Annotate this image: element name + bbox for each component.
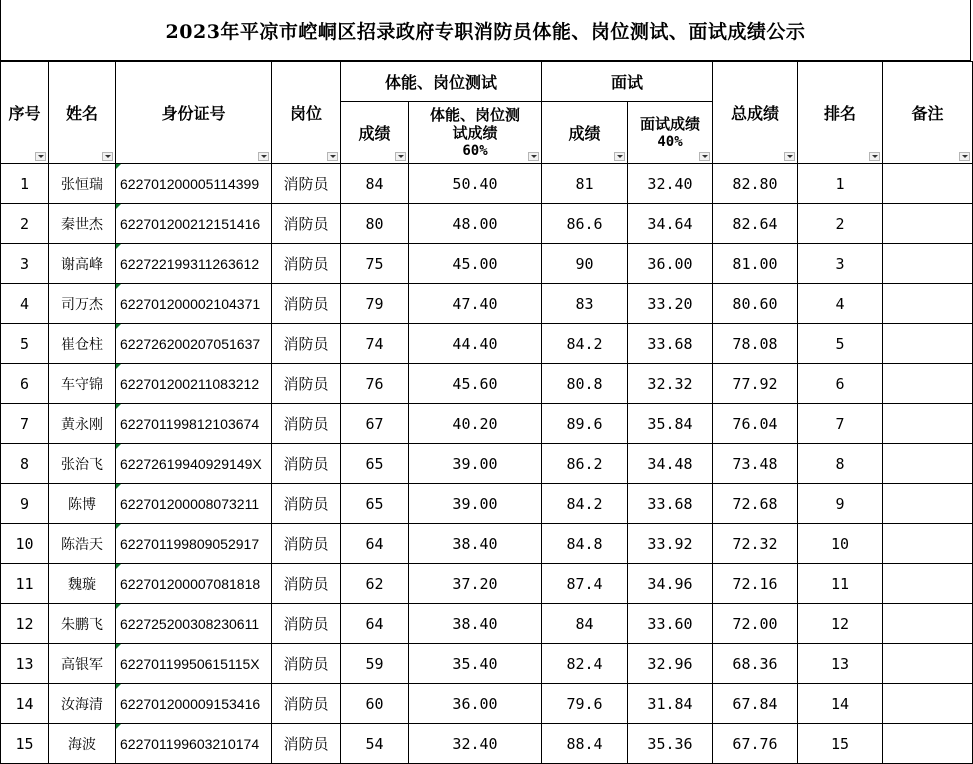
cell-seq[interactable]: 1 [1, 164, 49, 204]
cell-test-score[interactable]: 54 [341, 724, 409, 764]
cell-position[interactable]: 消防员 [272, 684, 341, 724]
cell-id-number[interactable]: 622725200308230611 [116, 604, 272, 644]
cell-test-weighted[interactable]: 38.40 [409, 524, 542, 564]
table-row [1, 524, 973, 564]
cell-interview-score[interactable]: 82.4 [542, 644, 628, 684]
cell-test-weighted[interactable]: 44.40 [409, 324, 542, 364]
cell-rank[interactable]: 14 [798, 684, 883, 724]
cell-rank[interactable]: 10 [798, 524, 883, 564]
cell-seq[interactable]: 2 [1, 204, 49, 244]
cell-position[interactable]: 消防员 [272, 724, 341, 764]
cell-id-number[interactable]: 622701199812103674 [116, 404, 272, 444]
cell-name[interactable]: 魏璇 [49, 564, 116, 604]
table-row [1, 404, 973, 444]
table-row [1, 684, 973, 724]
cell-total[interactable]: 76.04 [713, 404, 798, 444]
cell-total[interactable]: 82.80 [713, 164, 798, 204]
page-title: 2023年平凉市崆峒区招录政府专职消防员体能、岗位测试、面试成绩公示 [165, 20, 806, 43]
cell-interview-weighted[interactable]: 34.48 [628, 444, 713, 484]
cell-remark[interactable] [883, 204, 973, 244]
cell-interview-weighted[interactable]: 33.60 [628, 604, 713, 644]
cell-total[interactable]: 68.36 [713, 644, 798, 684]
cell-id-number[interactable]: 62270119950615115X [116, 644, 272, 684]
header-interview-group: 面试 [542, 62, 713, 102]
cell-interview-score[interactable]: 89.6 [542, 404, 628, 444]
cell-interview-score[interactable]: 79.6 [542, 684, 628, 724]
header-interview-score[interactable]: 成绩 [542, 102, 628, 164]
cell-position[interactable]: 消防员 [272, 244, 341, 284]
cell-interview-weighted[interactable]: 34.64 [628, 204, 713, 244]
cell-test-weighted[interactable]: 39.00 [409, 484, 542, 524]
cell-interview-weighted[interactable]: 36.00 [628, 244, 713, 284]
cell-interview-score[interactable]: 86.2 [542, 444, 628, 484]
header-test-weighted[interactable]: 体能、岗位测 试成绩 60% [409, 102, 542, 164]
cell-position[interactable]: 消防员 [272, 404, 341, 444]
cell-interview-score[interactable]: 80.8 [542, 364, 628, 404]
cell-total[interactable]: 67.76 [713, 724, 798, 764]
filter-dropdown-icon[interactable] [869, 152, 880, 161]
cell-id-number[interactable]: 622701200005114399 [116, 164, 272, 204]
cell-id-number[interactable]: 622722199311263612 [116, 244, 272, 284]
cell-test-weighted[interactable]: 48.00 [409, 204, 542, 244]
cell-rank[interactable]: 4 [798, 284, 883, 324]
cell-remark[interactable] [883, 564, 973, 604]
cell-rank[interactable]: 13 [798, 644, 883, 684]
header-test-score[interactable]: 成绩 [341, 102, 409, 164]
cell-name[interactable]: 朱鹏飞 [49, 604, 116, 644]
cell-interview-score[interactable]: 84.2 [542, 484, 628, 524]
cell-interview-weighted[interactable]: 35.84 [628, 404, 713, 444]
cell-test-score[interactable]: 84 [341, 164, 409, 204]
filter-dropdown-icon[interactable] [258, 152, 269, 161]
title-row [0, 0, 971, 61]
cell-interview-weighted[interactable]: 35.36 [628, 724, 713, 764]
header-position[interactable]: 岗位 [272, 62, 341, 164]
header-rank[interactable]: 排名 [798, 62, 883, 164]
cell-test-score[interactable]: 64 [341, 604, 409, 644]
cell-test-weighted[interactable]: 37.20 [409, 564, 542, 604]
header-interview-weighted[interactable]: 面试成绩 40% [628, 102, 713, 164]
table-row [1, 644, 973, 684]
cell-remark[interactable] [883, 484, 973, 524]
cell-name[interactable]: 海波 [49, 724, 116, 764]
cell-test-score[interactable]: 65 [341, 484, 409, 524]
cell-interview-score[interactable]: 84.2 [542, 324, 628, 364]
cell-seq[interactable]: 4 [1, 284, 49, 324]
cell-total[interactable]: 72.00 [713, 604, 798, 644]
cell-rank[interactable]: 5 [798, 324, 883, 364]
cell-interview-weighted[interactable]: 34.96 [628, 564, 713, 604]
cell-name[interactable]: 司万杰 [49, 284, 116, 324]
cell-test-weighted[interactable]: 39.00 [409, 444, 542, 484]
cell-rank[interactable]: 11 [798, 564, 883, 604]
filter-dropdown-icon[interactable] [395, 152, 406, 161]
cell-rank[interactable]: 7 [798, 404, 883, 444]
cell-name[interactable]: 黄永刚 [49, 404, 116, 444]
cell-rank[interactable]: 9 [798, 484, 883, 524]
cell-id-number[interactable]: 622701200002104371 [116, 284, 272, 324]
filter-dropdown-icon[interactable] [614, 152, 625, 161]
cell-id-number[interactable]: 622701200008073211 [116, 484, 272, 524]
cell-test-score[interactable]: 79 [341, 284, 409, 324]
cell-seq[interactable]: 6 [1, 364, 49, 404]
cell-seq[interactable]: 12 [1, 604, 49, 644]
cell-id-number[interactable]: 622701200009153416 [116, 684, 272, 724]
cell-interview-weighted[interactable]: 32.32 [628, 364, 713, 404]
cell-interview-score[interactable]: 84.8 [542, 524, 628, 564]
table-row [1, 484, 973, 524]
cell-rank[interactable]: 6 [798, 364, 883, 404]
cell-interview-score[interactable]: 88.4 [542, 724, 628, 764]
cell-total[interactable]: 80.60 [713, 284, 798, 324]
cell-remark[interactable] [883, 684, 973, 724]
header-id[interactable]: 身份证号 [116, 62, 272, 164]
header-seq[interactable]: 序号 [1, 62, 49, 164]
cell-test-weighted[interactable]: 32.40 [409, 724, 542, 764]
cell-id-number[interactable]: 622701200211083212 [116, 364, 272, 404]
cell-test-weighted[interactable]: 35.40 [409, 644, 542, 684]
cell-seq[interactable]: 5 [1, 324, 49, 364]
cell-total[interactable]: 73.48 [713, 444, 798, 484]
cell-test-weighted[interactable]: 38.40 [409, 604, 542, 644]
table-row [1, 724, 973, 764]
cell-test-weighted[interactable]: 36.00 [409, 684, 542, 724]
header-test-group: 体能、岗位测试 [341, 62, 542, 102]
filter-dropdown-icon[interactable] [959, 152, 970, 161]
cell-rank[interactable]: 2 [798, 204, 883, 244]
cell-seq[interactable]: 8 [1, 444, 49, 484]
cell-seq[interactable]: 10 [1, 524, 49, 564]
cell-seq[interactable]: 9 [1, 484, 49, 524]
cell-position[interactable]: 消防员 [272, 564, 341, 604]
cell-position[interactable]: 消防员 [272, 644, 341, 684]
cell-remark[interactable] [883, 644, 973, 684]
cell-rank[interactable]: 1 [798, 164, 883, 204]
cell-position[interactable]: 消防员 [272, 444, 341, 484]
cell-remark[interactable] [883, 404, 973, 444]
cell-name[interactable]: 张治飞 [49, 444, 116, 484]
cell-test-weighted[interactable]: 45.60 [409, 364, 542, 404]
cell-seq[interactable]: 13 [1, 644, 49, 684]
cell-position[interactable]: 消防员 [272, 204, 341, 244]
cell-remark[interactable] [883, 364, 973, 404]
cell-total[interactable]: 72.68 [713, 484, 798, 524]
cell-interview-weighted[interactable]: 33.68 [628, 484, 713, 524]
cell-rank[interactable]: 8 [798, 444, 883, 484]
results-table [0, 61, 973, 764]
cell-test-score[interactable]: 74 [341, 324, 409, 364]
table-row [1, 604, 973, 644]
cell-test-score[interactable]: 64 [341, 524, 409, 564]
cell-name[interactable]: 崔仓柱 [49, 324, 116, 364]
table-row [1, 364, 973, 404]
cell-seq[interactable]: 15 [1, 724, 49, 764]
cell-remark[interactable] [883, 324, 973, 364]
cell-total[interactable]: 72.16 [713, 564, 798, 604]
cell-name[interactable]: 汝海清 [49, 684, 116, 724]
cell-remark[interactable] [883, 604, 973, 644]
cell-remark[interactable] [883, 444, 973, 484]
cell-total[interactable]: 67.84 [713, 684, 798, 724]
table-row [1, 204, 973, 244]
cell-remark[interactable] [883, 244, 973, 284]
cell-interview-weighted[interactable]: 33.92 [628, 524, 713, 564]
cell-interview-score[interactable]: 86.6 [542, 204, 628, 244]
cell-remark[interactable] [883, 164, 973, 204]
cell-position[interactable]: 消防员 [272, 484, 341, 524]
cell-position[interactable]: 消防员 [272, 524, 341, 564]
cell-test-score[interactable]: 62 [341, 564, 409, 604]
filter-dropdown-icon[interactable] [35, 152, 46, 161]
cell-remark[interactable] [883, 524, 973, 564]
filter-dropdown-icon[interactable] [784, 152, 795, 161]
cell-rank[interactable]: 3 [798, 244, 883, 284]
cell-id-number[interactable]: 622726200207051637 [116, 324, 272, 364]
table-row [1, 444, 973, 484]
cell-interview-score[interactable]: 81 [542, 164, 628, 204]
cell-total[interactable]: 82.64 [713, 204, 798, 244]
cell-remark[interactable] [883, 284, 973, 324]
cell-seq[interactable]: 14 [1, 684, 49, 724]
cell-rank[interactable]: 15 [798, 724, 883, 764]
cell-position[interactable]: 消防员 [272, 164, 341, 204]
cell-test-score[interactable]: 75 [341, 244, 409, 284]
cell-total[interactable]: 81.00 [713, 244, 798, 284]
cell-id-number[interactable]: 62272619940929149X [116, 444, 272, 484]
header-total[interactable]: 总成绩 [713, 62, 798, 164]
cell-test-weighted[interactable]: 47.40 [409, 284, 542, 324]
cell-interview-weighted[interactable]: 32.96 [628, 644, 713, 684]
cell-name[interactable]: 陈浩天 [49, 524, 116, 564]
cell-total[interactable]: 72.32 [713, 524, 798, 564]
cell-interview-weighted[interactable]: 33.68 [628, 324, 713, 364]
cell-seq[interactable]: 7 [1, 404, 49, 444]
cell-interview-score[interactable]: 90 [542, 244, 628, 284]
header-remark[interactable]: 备注 [883, 62, 973, 164]
filter-dropdown-icon[interactable] [102, 152, 113, 161]
cell-remark[interactable] [883, 724, 973, 764]
table-row [1, 564, 973, 604]
cell-position[interactable]: 消防员 [272, 284, 341, 324]
cell-interview-weighted[interactable]: 31.84 [628, 684, 713, 724]
table-body [1, 164, 973, 764]
cell-interview-score[interactable]: 87.4 [542, 564, 628, 604]
cell-seq[interactable]: 3 [1, 244, 49, 284]
cell-id-number[interactable]: 622701200007081818 [116, 564, 272, 604]
cell-test-score[interactable]: 67 [341, 404, 409, 444]
cell-id-number[interactable]: 622701199603210174 [116, 724, 272, 764]
cell-id-number[interactable]: 622701199809052917 [116, 524, 272, 564]
cell-position[interactable]: 消防员 [272, 604, 341, 644]
cell-test-score[interactable]: 60 [341, 684, 409, 724]
filter-dropdown-icon[interactable] [528, 152, 539, 161]
table-row [1, 164, 973, 204]
cell-position[interactable]: 消防员 [272, 364, 341, 404]
table-row [1, 284, 973, 324]
filter-dropdown-icon[interactable] [327, 152, 338, 161]
cell-name[interactable]: 高银军 [49, 644, 116, 684]
cell-name[interactable]: 秦世杰 [49, 204, 116, 244]
cell-total[interactable]: 77.92 [713, 364, 798, 404]
cell-test-weighted[interactable]: 45.00 [409, 244, 542, 284]
cell-name[interactable]: 陈博 [49, 484, 116, 524]
cell-seq[interactable]: 11 [1, 564, 49, 604]
cell-id-number[interactable]: 622701200212151416 [116, 204, 272, 244]
cell-interview-weighted[interactable]: 33.20 [628, 284, 713, 324]
filter-dropdown-icon[interactable] [699, 152, 710, 161]
cell-test-score[interactable]: 76 [341, 364, 409, 404]
cell-rank[interactable]: 12 [798, 604, 883, 644]
cell-test-weighted[interactable]: 40.20 [409, 404, 542, 444]
table-row [1, 244, 973, 284]
cell-total[interactable]: 78.08 [713, 324, 798, 364]
cell-name[interactable]: 车守锦 [49, 364, 116, 404]
cell-name[interactable]: 谢高峰 [49, 244, 116, 284]
cell-test-score[interactable]: 59 [341, 644, 409, 684]
cell-test-weighted[interactable]: 50.40 [409, 164, 542, 204]
cell-test-score[interactable]: 65 [341, 444, 409, 484]
header-name[interactable]: 姓名 [49, 62, 116, 164]
cell-interview-score[interactable]: 84 [542, 604, 628, 644]
table-row [1, 324, 973, 364]
cell-interview-score[interactable]: 83 [542, 284, 628, 324]
cell-name[interactable]: 张恒瑞 [49, 164, 116, 204]
cell-position[interactable]: 消防员 [272, 324, 341, 364]
cell-interview-weighted[interactable]: 32.40 [628, 164, 713, 204]
cell-test-score[interactable]: 80 [341, 204, 409, 244]
